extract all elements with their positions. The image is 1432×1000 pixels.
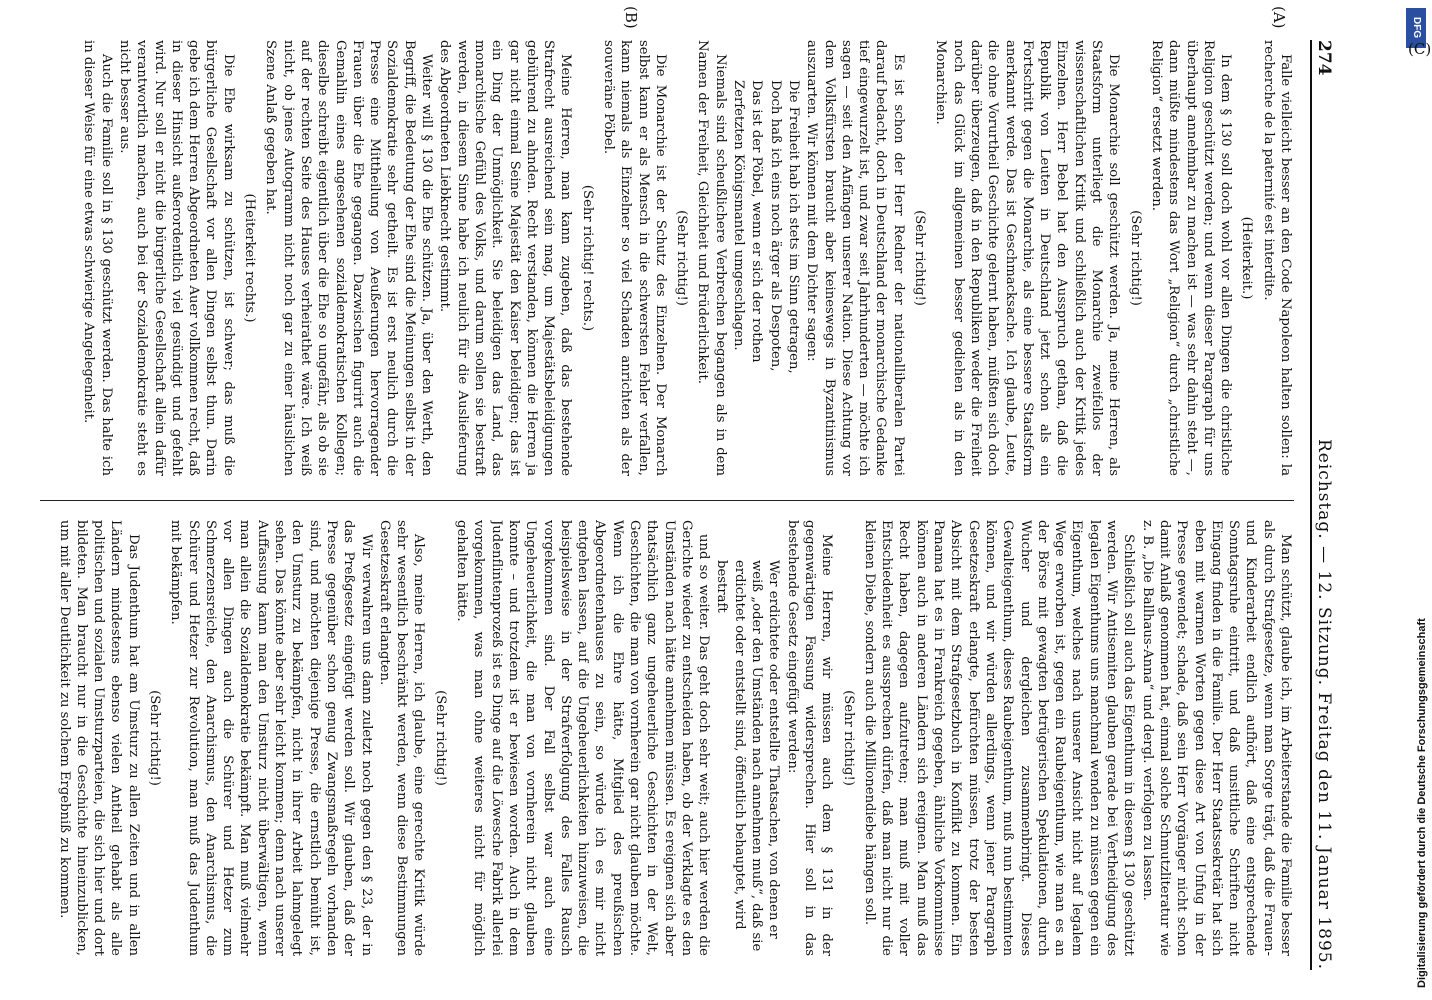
- paragraph: Falle vielleicht besser an den Code Napoleon halten sollen: la recherche de la paternité est interdite.: [1260, 40, 1293, 476]
- paragraph: Meine Herren, man kann zugeben, daß das bestehende Strafrecht ausreichend sein mag, um Majestätsbeleidigungen gebührend zu ahnden. Recht verstanden, können die Herren ja gar nicht einmal Seine Majestät den Kaiser beleidigen; das ist ein Ding der Unmöglichkeit. Sie beleidigen das Land, das monarchische Gefühl des Volks, und darum sollen sie bestraft werden, in diesem Sinne habe ich neulich für die Auslieferung des Abgeordneten Liebknecht gestimmt.: [437, 40, 574, 476]
- dfg-logo: DFG: [1406, 8, 1426, 48]
- paragraph: Weiter will § 130 die Ehe schützen. Ja, über den Werth, den Begriff, die Bedeutung der Ehe sind die Meinungen selbst in der Sozialdemokratie sehr getheilt. Es ist erst neulich durch die Presse eine Mittheilung von Aeußerungen hervorragender Frauen über die Ehe gegangen. Dazwischen figurirt auch die Gemahlin eines angesehenen sozialdemokratischen Kollegen; dieselbe schreibt eigentlich über die Ehe so ungefähr, als ob sie auf der rechten Seite des Hauses verheirathet wäre. Ich weiß nicht, ob jenes Autogramm nicht noch gar zu einer häuslichen Szene Anlaß gegeben hat.: [263, 40, 435, 476]
- verse-line: Das ist der Pöbel, wenn er sich der rothen: [749, 80, 765, 363]
- interjection: (Sehr richtig!): [432, 690, 448, 786]
- interjection: (Heiterkeit.): [1239, 216, 1255, 300]
- margin-marker-b: (B): [622, 6, 640, 29]
- funding-note: Digitalisierung gefördert durch die Deutsche Forschungsgemeinschaft: [1416, 618, 1428, 988]
- verse-line: Zerfetzten Königsmantel umgeschlagen.: [731, 80, 747, 351]
- interjection: (Sehr richtig!): [1127, 210, 1143, 306]
- quoted-clause: Wer erdichtete oder entstellte Thatsachen, von denen er weiß „oder den Umständen nach annehmen muß“, daß sie erdichtet oder entstellt sind, öffentlich behauptet, wird bestraft: [714, 560, 782, 952]
- paragraph: Es ist schon der Herr Redner der nationalliberalen Partei darauf bedacht, doch in Deutschland der monarchische Gedanke tief eingewurzelt ist, und zwar seit Jahrhunderten — möchte ich sagen — seit den Anfängen unserer Nation. Diese Achtung vor dem Volksfürsten braucht aber keineswegs in Byzantinismus auszuarten. Wir können mit dem Dichter sagen:: [804, 40, 906, 476]
- digitization-margin: [1388, 0, 1432, 1000]
- paragraph: Schließlich soll auch das Eigenthum in diesem § 130 geschützt werden. Wir Antisemiten glauben gerade bei Vertheidigung des legalen Eigenthums uns manchmal wenden zu müssen gegen ein Eigenthum, welches nach unserer Ansicht nicht auf legalem Wege erworben ist, gegen ein Raubeigenthum, wie man es an der Börse mit gewagten betrügerischen Spekulationen, durch Wucher und dergleichen zusammenbringt. Dieses Gewalteigenthum, dieses Raubeigenthum, muß nun bestimmten können, und wir würden allerdings, wenn jener Paragraph Gesetzeskraft erlangte, befürchten müssen, trotz der besten Absicht mit dem Strafgesetzbuch in Konflikt zu kommen. Ein Panama hat es in Frankreich gegeben, ähnliche Vorkommnisse können auch in anderen Ländern sich ereignen. Man muß das Recht haben, dagegen aufzutreten; man muß mit voller Entschiedenheit es aussprechen dürfen, daß man nicht nur die kleinen Diebe, sondern auch die Millionendiebe hängen soll.: [861, 520, 1137, 956]
- page-header: [1310, 40, 1340, 970]
- interjection: (Sehr richtig!): [912, 210, 928, 306]
- column-divider: [40, 500, 1294, 501]
- paragraph: Die Ehe wirksam zu schützen, ist schwer; das muß die bürgerliche Gesellschaft vor allen Dingen selbst thun. Darin gebe ich dem Herren Abgeordneten Auer vollkommen recht, daß in dieser Hinsicht außerordentlich viel gesündigt und gefehlt wird. Nur soll er nicht die bürgerliche Gesellschaft allein dafür verantwortlich machen, auch bei der Sozialdemokratie steht es nicht besser aus.: [117, 40, 236, 476]
- margin-marker-c: (C): [1408, 40, 1432, 58]
- interjection: (Sehr richtig!): [674, 210, 690, 306]
- interjection: (Sehr richtig!): [147, 690, 162, 786]
- paragraph: Niemals sind scheußlichere Verbrechen begangen als in dem Namen der Freiheit, Gleichheit und Brüderlichkeit.: [695, 40, 728, 476]
- paragraph: Die Monarchie soll geschützt werden. Ja, meine Herren, als Staatsform unterliegt die Monarchie zweifellos der wissenschaftlichen Kritik und schließlich auch der Kritik jedes Einzelnen. Herr Bebel hat den Ausspruch gethan, daß die Republik von Leuten in Deutschland jetzt schon als ein Fortschritt gegen die Monarchie, als eine bessere Staatsform anerkannt werde. Das ist Geschmacksache. Ich glaube, Leute, die ohne Vorurtheil Geschichte gelernt haben, müßten sich doch darüber überzeugen, daß in den Republiken weder die Freiheit noch das Glück im allgemeinen besser gediehen als in den Monarchien.: [933, 40, 1122, 476]
- page-title: Reichstag. — 12. Sitzung. Freitag den 11. Januar 1895.: [1314, 438, 1334, 970]
- paragraph: Das Judenthum hat am Umsturz zu allen Zeiten und in allen Ländern mindestens ebenso vielen Antheil gehabt als alle politischen und sozialen Umsturzparteien, die sich hier und dort bildeten. Man braucht nur in die Geschichte hineinzublicken, um mit aller Deutlichkeit zu solchem Ergebniß zu kommen.: [56, 520, 141, 956]
- paragraph: und so weiter. Das geht doch sehr weit; auch hier werden die Gerichte wieder zu entscheiden haben, ob der Verklagte es den Umständen nach hätte annehmen müssen. Es ereignen sich aber thatsächlich ganz ungeheuerliche Geschichten in der Welt, Geschichten, die man von vornherein gar nicht glauben möchte. Wenn ich die Ehre hätte, Mitglied des preußischen Abgeordnetenhauses zu sein, so würde ich es mir nicht entgehen lassen, auf die Ungeheuerlichkeiten hinzuweisen, die beispielsweise in der Strafverfolgung des Falles Rausch vorgekommen sind. Der Fall selbst war auch eine Ungeheuerlichkeit, die man von vornherein nicht glauben konnte – und trotzdem ist er bewiesen worden. Auch in dem Judenflintenprozeß ist es Dinge auf die Löwesche Fabrik allerlei vorgekommen, was man ohne weiteres nicht für möglich gehalten hätte.: [454, 520, 712, 956]
- right-column: [40, 520, 1294, 956]
- paragraph: In dem § 130 soll doch wohl vor allen Dingen die christliche Religion geschützt werden; und wenn dieser Paragraph für uns überhaupt annehmbar zu machen ist — was sehr dahin steht —, dann müßte mindestens das Wort „Religion“ durch „christliche Religion“ ersetzt werden.: [1148, 40, 1234, 476]
- verse-line: Doch haß ich eins noch ärger als Despoten,: [767, 80, 783, 372]
- paragraph: Man schützt, glaube ich, im Arbeiterstande die Familie besser als durch Strafgesetze, wenn man Sorge trägt, daß die Frauen- und Kinderarbeit endlich aufhört, daß eine entsprechende Sonntagsruhe eintritt, und daß unsittliche Schriften nicht Eingang finden in die Familie. Der Herr Staatssekretär hat sich eben mit warmen Worten gegen diese Art von Unfug in der Presse gewendet; schade, daß sein Herr Vorgänger nicht schon damit Anlaß genommen hat, einmal solche Schmutzliteratur wie z. B. „Die Ballhaus-Anna“ und dergl. verfolgen zu lassen.: [1139, 520, 1293, 956]
- paragraph: Wir verwahren uns dann zuletzt noch gegen den § 23, der in das Preßgesetz eingefügt werden soll. Wir glauben, daß der Presse gegenüber schon genug Zwangsmaßregeln vorhanden sind, und möchten diejenige Presse, die ernstlich bemüht ist, den Umsturz zu bekämpfen, nicht in ihrer Arbeit lahmgelegt sehen. Das könnte aber sehr leicht kommen; denn nach unserer Auffassung kann man den Umsturz nicht überwältigen, wenn man allein die Sozialdemokratie bekämpft. Man muß vielmehr vor allen Dingen auch die Schürer und Hetzer zum Schmerzensreiche, den Anarchismus, den Anarchismus, die Schürer und Hetzer zur Revolution, man muß das Judenthum mit bekämpfen.: [168, 520, 374, 956]
- interjection: (Heiterkeit rechts.): [242, 193, 258, 323]
- margin-marker-a: (A): [1270, 6, 1288, 29]
- paragraph: Die Monarchie ist der Schutz des Einzelnen. Der Monarch selbst kann er als Mensch in die schwersten Fehler verfallen, kann niemals als Einzelner so viel Schaden anrichten als der souveräne Pöbel.: [601, 40, 668, 476]
- paragraph: Meine Herren, wir müssen auch dem § 131 in der gegenwärtigen Fassung widersprechen. Hier soll in das bestehende Gesetz eingefügt werden:: [784, 520, 835, 956]
- paragraph: Also, meine Herren, ich glaube, eine gerechte Kritik würde sehr wesentlich beschränkt werden, wenn diese Bestimmungen Gesetzeskraft erlangten.: [376, 520, 427, 956]
- page-number: 274: [1314, 40, 1334, 76]
- interjection: (Sehr richtig!): [840, 690, 856, 786]
- verse-line: Die Freiheit hab ich stets im Sinn getragen,: [785, 80, 801, 374]
- interjection: (Sehr richtig! rechts.): [579, 184, 595, 332]
- left-column: [40, 40, 1294, 476]
- paragraph: Auch die Familie soll in § 130 geschützt werden. Das halte ich in dieser Weise für eine etwas schwierige Angelegenheit.: [81, 40, 114, 476]
